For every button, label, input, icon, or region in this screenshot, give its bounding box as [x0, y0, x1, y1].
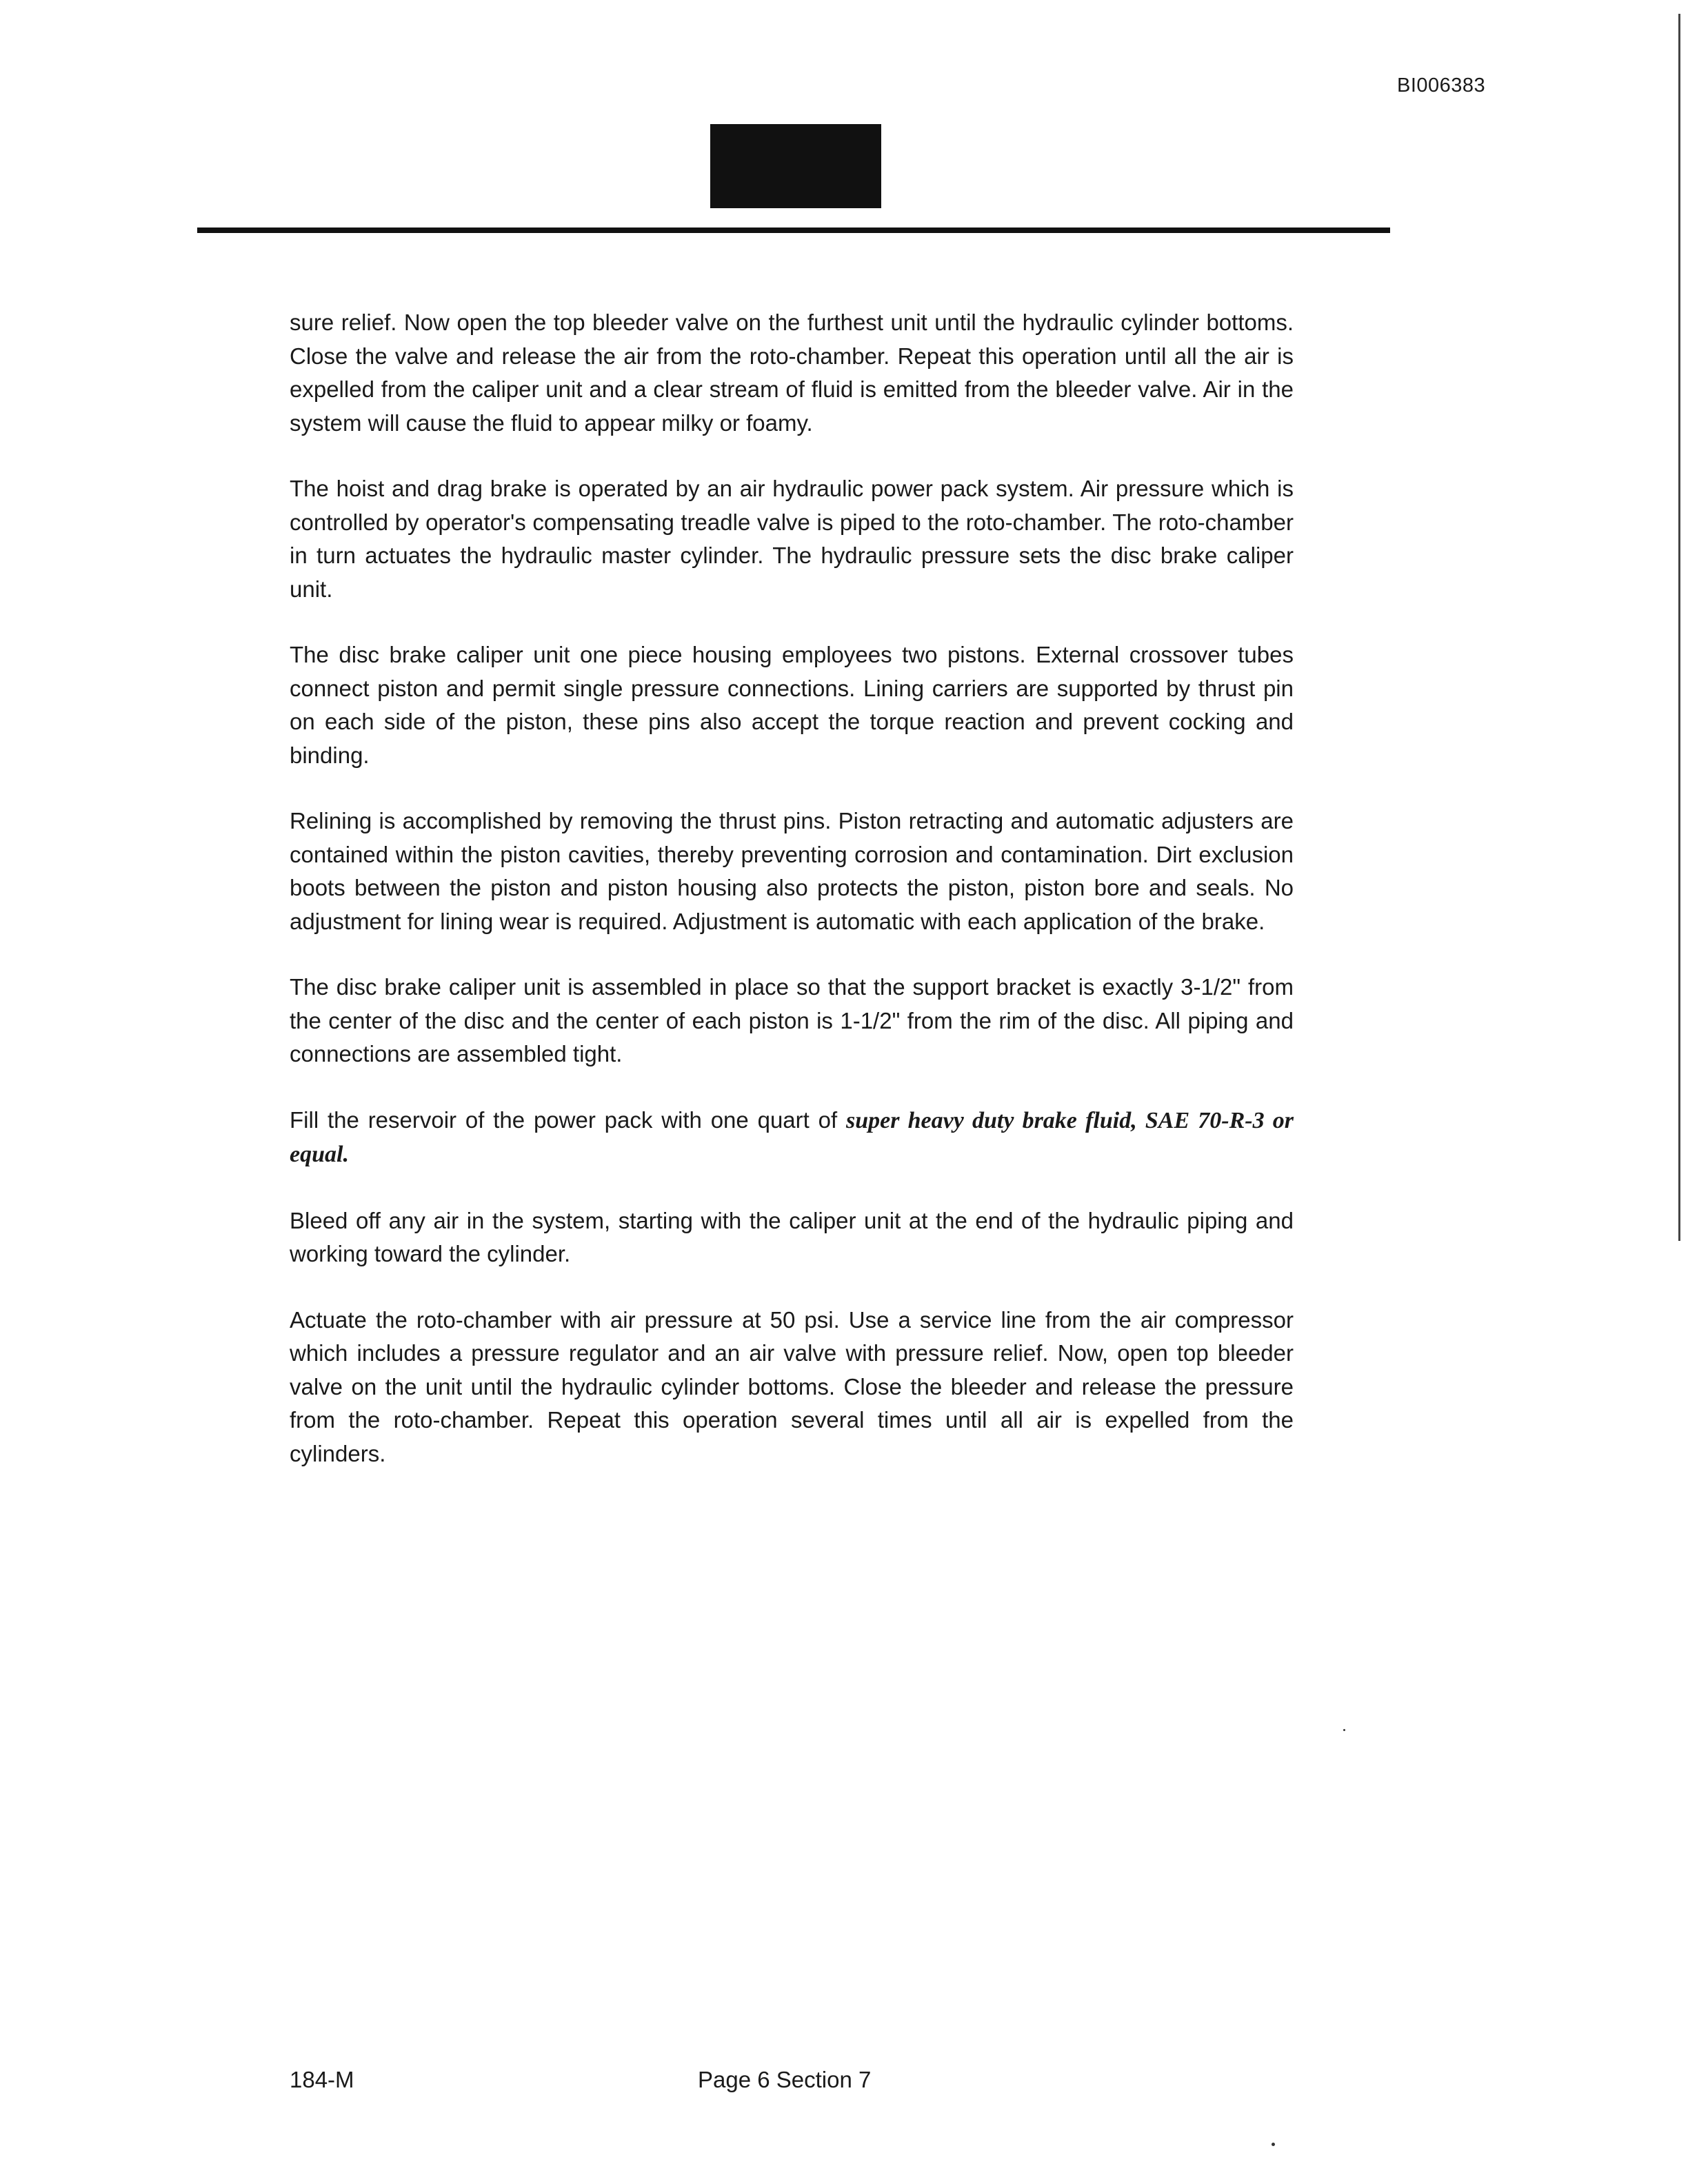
document-id: BI006383 — [1397, 74, 1486, 97]
scan-edge-line — [1678, 14, 1680, 1241]
brake-fluid-spec: super heavy duty brake fluid, SAE 70-R-3 or equal. — [290, 1107, 1294, 1167]
paragraph-actuate: Actuate the roto-chamber with air pressure at 50 psi. Use a service line from the air compressor which includes a pressure regulator and an air valve with pressure relief. Now, open top bleeder valve on the unit until the hydraulic cylinder bottoms. Close the bleeder and release the pressure from the roto-chamber. Repeat this operation several times until all air is expelled from the cylinders. — [290, 1306, 1294, 1466]
paragraph-caliper-unit: The disc brake caliper unit one piece housing employees two pistons. External crossover tubes connect piston and permit single pressure connections. Lining carriers are supported by thrust pin on each side of the piston, these pins also accept the torque reaction and prevent cocking and binding. — [290, 642, 1294, 768]
document-body — [290, 306, 1294, 1503]
scan-speck — [1272, 2143, 1275, 2146]
scan-speck — [1343, 1729, 1345, 1731]
footer-model-number: 184-M — [290, 2067, 354, 2092]
header-divider — [197, 228, 1390, 233]
paragraph-assembly: The disc brake caliper unit is assembled in place so that the support bracket is exactly 3-1/2" from the center of the disc and the center of each piston is 1-1/2" from the rim of the disc. All piping and connections are assembled tight. — [290, 974, 1294, 1066]
paragraph-hoist-drag-brake: The hoist and drag brake is operated by an air hydraulic power pack system. Air pressure which is controlled by operator's compensating treadle valve is piped to the roto-chamber. The roto-chamber in turn actuates the hydraulic master cylinder. The hydraulic pressure sets the disc brake caliper unit. — [290, 476, 1294, 602]
fill-reservoir-text: Fill the reservoir of the power pack with one quart of — [290, 1106, 846, 1133]
paragraph-relining: Relining is accomplished by removing the thrust pins. Piston retracting and automatic adjusters are contained within the piston cavities, thereby preventing corrosion and contamination. Dirt exclusion boots between the piston and piston housing also protects the piston, piston bore and seals. No adjustment for lining wear is required. Adjustment is automatic with each application of the brake. — [290, 808, 1294, 934]
paragraph-bleeding-continued: sure relief. Now open the top bleeder valve on the furthest unit until the hydraulic cylinder bottoms. Close the valve and release the air from the roto-chamber. Repeat this operation until all the air is expelled from the caliper unit and a clear stream of fluid is emitted from the bleeder valve. Air in the system will cause the fluid to appear milky or foamy. — [290, 310, 1294, 436]
company-logo — [710, 124, 881, 208]
paragraph-fill-reservoir — [290, 1104, 1294, 1172]
footer-page-number: Page 6 Section 7 — [698, 2067, 872, 2092]
paragraph-bleed-off: Bleed off any air in the system, starting with the caliper unit at the end of the hydraulic piping and working toward the cylinder. — [290, 1207, 1294, 1266]
